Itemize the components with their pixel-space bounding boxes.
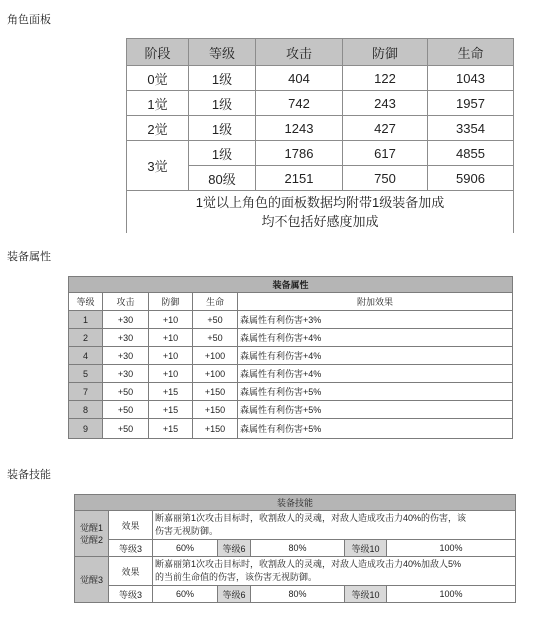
note-row	[127, 191, 514, 234]
table-row	[127, 141, 514, 166]
skill-table-caption: 装备技能	[75, 495, 516, 511]
table-row	[69, 347, 513, 365]
level-cell: 9	[69, 419, 103, 439]
table-row	[69, 329, 513, 347]
defense-cell: +15	[149, 401, 193, 419]
attack-cell: 2151	[256, 166, 343, 191]
hp-cell: +150	[193, 383, 238, 401]
defense-cell: 243	[343, 91, 428, 116]
level-value: 60%	[153, 586, 218, 603]
attack-cell: 742	[256, 91, 343, 116]
awaken-label-line: 觉醒3	[79, 574, 103, 585]
defense-cell: 750	[343, 166, 428, 191]
header-stage: 阶段	[127, 39, 189, 66]
header-defense: 防御	[149, 293, 193, 311]
table-row	[127, 116, 514, 141]
character-stats-table	[126, 38, 514, 233]
level-cell: 2	[69, 329, 103, 347]
header-defense: 防御	[343, 39, 428, 66]
level-label: 等级3	[109, 540, 153, 557]
skill-effect-row	[75, 511, 516, 540]
level-cell: 1	[69, 311, 103, 329]
hp-cell: +50	[193, 311, 238, 329]
note-line-2: 均不包括好感度加成	[261, 214, 379, 229]
extra-effect-cell: 森属性有利伤害+3%	[238, 311, 513, 329]
attack-cell: +30	[103, 347, 149, 365]
stage-cell: 3觉	[127, 141, 189, 191]
extra-effect-cell: 森属性有利伤害+5%	[238, 383, 513, 401]
level-value: 80%	[251, 586, 345, 603]
level-cell: 5	[69, 365, 103, 383]
defense-cell: 427	[343, 116, 428, 141]
hp-cell: +50	[193, 329, 238, 347]
effect-line: 断嘉丽第1次攻击目标时，收割敌人的灵魂，对敌人造成攻击力40%的伤害，该	[155, 513, 467, 523]
attack-cell: 1786	[256, 141, 343, 166]
level-cell: 1级	[189, 116, 256, 141]
attack-cell: +50	[103, 383, 149, 401]
awaken-label	[75, 511, 109, 557]
level-label: 等级10	[345, 540, 387, 557]
header-hp: 生命	[428, 39, 514, 66]
attack-cell: +30	[103, 365, 149, 383]
table-row	[69, 401, 513, 419]
skill-level-row	[75, 586, 516, 603]
attack-cell: +50	[103, 401, 149, 419]
effect-description	[153, 557, 516, 586]
attack-cell: 1243	[256, 116, 343, 141]
level-label: 等级6	[218, 586, 251, 603]
hp-cell: 3354	[428, 116, 514, 141]
defense-cell: +15	[149, 383, 193, 401]
effect-line: 的当前生命值的伤害，该伤害无视防御。	[155, 572, 318, 582]
table-note	[127, 191, 514, 234]
level-cell: 80级	[189, 166, 256, 191]
hp-cell: +150	[193, 419, 238, 439]
level-cell: 7	[69, 383, 103, 401]
attack-cell: +30	[103, 329, 149, 347]
equip-section-title: 装备属性	[7, 251, 51, 263]
level-value: 100%	[387, 540, 516, 557]
table-row	[69, 419, 513, 439]
note-line-1: 1觉以上角色的面板数据均附带1级装备加成	[195, 195, 445, 210]
skill-section-title: 装备技能	[7, 469, 51, 481]
level-label: 等级3	[109, 586, 153, 603]
extra-effect-cell: 森属性有利伤害+4%	[238, 365, 513, 383]
defense-cell: 617	[343, 141, 428, 166]
level-label: 等级6	[218, 540, 251, 557]
level-label: 等级10	[345, 586, 387, 603]
defense-cell: 122	[343, 66, 428, 91]
hp-cell: +150	[193, 401, 238, 419]
header-level: 等级	[189, 39, 256, 66]
equip-table-caption: 装备属性	[69, 277, 513, 293]
effect-line: 伤害无视防御。	[155, 526, 219, 536]
effect-label: 效果	[109, 557, 153, 586]
defense-cell: +10	[149, 347, 193, 365]
level-value: 60%	[153, 540, 218, 557]
attack-cell: +50	[103, 419, 149, 439]
table-row	[69, 383, 513, 401]
defense-cell: +10	[149, 311, 193, 329]
header-extra-effect: 附加效果	[238, 293, 513, 311]
extra-effect-cell: 森属性有利伤害+4%	[238, 347, 513, 365]
table-row	[127, 66, 514, 91]
header-hp: 生命	[193, 293, 238, 311]
panel-section-title: 角色面板	[7, 14, 51, 26]
effect-description	[153, 511, 516, 540]
level-cell: 1级	[189, 91, 256, 116]
hp-cell: +100	[193, 365, 238, 383]
table-header-row	[127, 39, 514, 66]
stage-cell: 0觉	[127, 66, 189, 91]
attack-cell: 404	[256, 66, 343, 91]
hp-cell: 5906	[428, 166, 514, 191]
header-level: 等级	[69, 293, 103, 311]
equipment-stats-table	[68, 276, 513, 439]
extra-effect-cell: 森属性有利伤害+4%	[238, 329, 513, 347]
level-value: 80%	[251, 540, 345, 557]
defense-cell: +10	[149, 329, 193, 347]
hp-cell: +100	[193, 347, 238, 365]
hp-cell: 1043	[428, 66, 514, 91]
stage-cell: 2觉	[127, 116, 189, 141]
table-row	[127, 91, 514, 116]
attack-cell: +30	[103, 311, 149, 329]
skill-level-row	[75, 540, 516, 557]
awaken-label-line: 觉醒2	[79, 534, 103, 545]
equipment-skill-table	[74, 494, 516, 603]
table-row	[69, 365, 513, 383]
level-value: 100%	[387, 586, 516, 603]
extra-effect-cell: 森属性有利伤害+5%	[238, 401, 513, 419]
level-cell: 4	[69, 347, 103, 365]
hp-cell: 1957	[428, 91, 514, 116]
stage-cell: 1觉	[127, 91, 189, 116]
hp-cell: 4855	[428, 141, 514, 166]
level-cell: 1级	[189, 141, 256, 166]
table-row	[69, 311, 513, 329]
header-attack: 攻击	[256, 39, 343, 66]
defense-cell: +15	[149, 419, 193, 439]
skill-effect-row	[75, 557, 516, 586]
effect-label: 效果	[109, 511, 153, 540]
table-header-row	[69, 293, 513, 311]
defense-cell: +10	[149, 365, 193, 383]
level-cell: 1级	[189, 66, 256, 91]
header-attack: 攻击	[103, 293, 149, 311]
level-cell: 8	[69, 401, 103, 419]
effect-line: 断嘉丽第1次攻击目标时，收割敌人的灵魂，对敌人造成攻击力40%加敌人5%	[155, 559, 462, 569]
extra-effect-cell: 森属性有利伤害+5%	[238, 419, 513, 439]
awaken-label	[75, 557, 109, 603]
awaken-label-line: 觉醒1	[79, 522, 103, 533]
